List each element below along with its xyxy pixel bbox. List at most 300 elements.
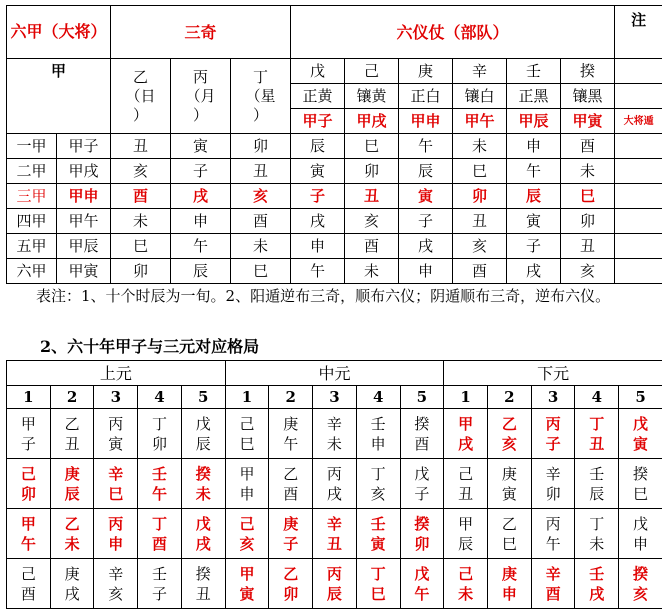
branch-cell: 未 — [561, 159, 615, 184]
jiazi-cell — [269, 459, 313, 509]
branch-cell: 子 — [171, 159, 231, 184]
jiazi-cell — [225, 459, 269, 509]
jiazi-cell — [94, 409, 138, 459]
row-jia: 甲午 — [57, 209, 111, 234]
branch: 巳 — [108, 484, 124, 503]
stem: 乙 — [501, 414, 517, 433]
row-jia: 甲申 — [57, 184, 111, 209]
branch-cell: 丑 — [231, 159, 291, 184]
branch: 亥 — [239, 534, 255, 553]
jiazi-cell — [181, 509, 225, 559]
branch: 丑 — [195, 584, 211, 603]
stem: 甲 — [458, 514, 474, 533]
stem: 甲 — [458, 414, 474, 433]
stem: 己 — [458, 464, 474, 483]
liuyi-banner: 镶黑 — [561, 84, 615, 109]
stem: 壬 — [370, 414, 386, 433]
branch-cell: 寅 — [291, 159, 345, 184]
jiazi-cell — [313, 509, 357, 559]
note-cell-blank — [615, 184, 662, 209]
header-note: 注 — [615, 6, 662, 59]
stem: 丙 — [545, 414, 561, 433]
jiazi-cell — [50, 509, 94, 559]
jiazi-cell — [94, 509, 138, 559]
stem: 庚 — [64, 464, 80, 483]
liuyi-jia: 甲辰 — [507, 109, 561, 134]
branch-cell: 申 — [291, 234, 345, 259]
branch: 未 — [589, 534, 605, 553]
branch: 卯 — [414, 534, 430, 553]
branch-cell: 辰 — [399, 159, 453, 184]
jiazi-cell — [269, 409, 313, 459]
column-number: 2 — [488, 386, 532, 409]
note-cell-blank — [615, 259, 662, 284]
branch: 丑 — [326, 534, 342, 553]
row-label: 六甲 — [7, 259, 57, 284]
stem: 丁 — [370, 464, 386, 483]
table-note: 表注：1、十个时辰为一旬。2、阳遁逆布三奇，顺布六仪；阴遁顺布三奇，逆布六仪。 — [36, 287, 611, 305]
jiazi-cell — [488, 559, 532, 609]
branch-cell: 亥 — [111, 159, 171, 184]
header-liuyi: 六仪仗（部队） — [291, 6, 615, 59]
jiazi-cell — [619, 409, 662, 459]
branch-cell: 戌 — [507, 259, 561, 284]
column-number: 4 — [356, 386, 400, 409]
stem: 揆 — [195, 464, 211, 483]
stem: 揆 — [633, 464, 649, 483]
sanqi-paren-open: （日 — [125, 86, 156, 105]
column-number: 3 — [94, 386, 138, 409]
liuyi-stem: 戊 — [291, 59, 345, 84]
table1-body — [7, 134, 662, 284]
branch: 丑 — [458, 484, 474, 503]
liuyi-banner: 镶黄 — [345, 84, 399, 109]
branch: 子 — [283, 534, 299, 553]
stem: 戊 — [414, 564, 430, 583]
branch: 午 — [545, 534, 561, 553]
branch: 戌 — [326, 484, 342, 503]
jiazi-cell — [313, 409, 357, 459]
jiazi-cell — [488, 509, 532, 559]
branch: 申 — [501, 584, 517, 603]
branch: 戌 — [64, 584, 80, 603]
jiazi-cell — [575, 459, 619, 509]
stem: 甲 — [20, 414, 36, 433]
table-row — [7, 184, 662, 209]
branch-cell: 未 — [345, 259, 399, 284]
branch: 卯 — [545, 484, 561, 503]
branch-cell: 亥 — [345, 209, 399, 234]
stem: 壬 — [152, 464, 168, 483]
note-cell-blank — [615, 134, 662, 159]
stem: 丙 — [326, 464, 342, 483]
branch-cell: 子 — [399, 209, 453, 234]
stem: 辛 — [108, 464, 124, 483]
jiazi-cell — [225, 509, 269, 559]
note-cell-blank — [615, 84, 662, 109]
jiazi-cell — [7, 559, 51, 609]
stem: 己 — [239, 414, 255, 433]
branch: 未 — [326, 434, 342, 453]
branch: 寅 — [239, 584, 255, 603]
side-note: 大将遁 — [615, 109, 662, 134]
branch-cell: 丑 — [111, 134, 171, 159]
stem: 甲 — [239, 464, 255, 483]
branch: 卯 — [20, 484, 36, 503]
column-number: 3 — [313, 386, 357, 409]
stem: 丙 — [108, 414, 124, 433]
jiazi-cell — [269, 509, 313, 559]
branch-cell: 亥 — [561, 259, 615, 284]
table-row — [7, 509, 662, 559]
branch: 丑 — [64, 434, 80, 453]
sanqi-paren-close: ） — [133, 105, 149, 124]
stem: 壬 — [370, 514, 386, 533]
column-number: 5 — [181, 386, 225, 409]
branch: 子 — [414, 484, 430, 503]
column-number: 5 — [400, 386, 444, 409]
branch: 戌 — [195, 534, 211, 553]
column-number: 1 — [444, 386, 488, 409]
row-label: 五甲 — [7, 234, 57, 259]
branch: 酉 — [545, 584, 561, 603]
note-cell-blank — [615, 59, 662, 84]
branch-cell: 戌 — [399, 234, 453, 259]
stem: 戊 — [633, 414, 649, 433]
stem: 辛 — [108, 564, 124, 583]
jiazi-cell — [313, 459, 357, 509]
branch: 未 — [195, 484, 211, 503]
branch: 辰 — [195, 434, 211, 453]
liuyi-jia: 甲子 — [291, 109, 345, 134]
liuyi-jia: 甲午 — [453, 109, 507, 134]
jia-label: 甲 — [7, 59, 111, 134]
branch: 未 — [64, 534, 80, 553]
stem: 揆 — [414, 414, 430, 433]
stem: 乙 — [64, 514, 80, 533]
stem: 辛 — [326, 414, 342, 433]
liuyi-jia: 甲申 — [399, 109, 453, 134]
branch: 子 — [20, 434, 36, 453]
sanqi-paren-open: （月 — [185, 86, 216, 105]
jiazi-cell — [181, 459, 225, 509]
jiazi-cell — [225, 559, 269, 609]
stem: 庚 — [283, 414, 299, 433]
branch: 亥 — [501, 434, 517, 453]
stem: 戊 — [195, 514, 211, 533]
liuyi-jia: 甲戌 — [345, 109, 399, 134]
jiazi-cell — [356, 409, 400, 459]
stem: 己 — [20, 464, 36, 483]
group-shangyuan: 上元 — [7, 361, 226, 386]
jiazi-cell — [356, 509, 400, 559]
jiazi-cell — [50, 409, 94, 459]
branch-cell: 卯 — [453, 184, 507, 209]
table-row — [7, 409, 662, 459]
stem: 揆 — [195, 564, 211, 583]
branch: 卯 — [152, 434, 168, 453]
branch-cell: 子 — [507, 234, 561, 259]
stem: 戊 — [633, 514, 649, 533]
row-jia: 甲子 — [57, 134, 111, 159]
branch-cell: 辰 — [507, 184, 561, 209]
stem: 庚 — [501, 464, 517, 483]
column-number: 3 — [531, 386, 575, 409]
sanqi-paren-open: （星 — [245, 86, 276, 105]
stem: 壬 — [589, 564, 605, 583]
branch: 午 — [414, 584, 430, 603]
branch-cell: 辰 — [171, 259, 231, 284]
branch-cell: 巳 — [453, 159, 507, 184]
stem: 乙 — [501, 514, 517, 533]
stem: 庚 — [501, 564, 517, 583]
branch-cell: 申 — [171, 209, 231, 234]
row-jia: 甲寅 — [57, 259, 111, 284]
branch-cell: 戌 — [291, 209, 345, 234]
branch-cell: 辰 — [291, 134, 345, 159]
branch-cell: 未 — [111, 209, 171, 234]
jiazi-cell — [225, 409, 269, 459]
branch-cell: 寅 — [507, 209, 561, 234]
branch: 巳 — [633, 484, 649, 503]
row-jia: 甲辰 — [57, 234, 111, 259]
jiazi-cell — [181, 559, 225, 609]
branch: 申 — [633, 534, 649, 553]
number-row — [7, 386, 662, 409]
branch-cell: 丑 — [453, 209, 507, 234]
branch-cell: 子 — [291, 184, 345, 209]
branch: 寅 — [501, 484, 517, 503]
jiazi-cell — [138, 559, 182, 609]
branch-cell: 未 — [231, 234, 291, 259]
branch: 未 — [458, 584, 474, 603]
branch-cell: 申 — [507, 134, 561, 159]
branch-cell: 巳 — [231, 259, 291, 284]
stem: 丙 — [108, 514, 124, 533]
header-liujia: 六甲（大将） — [7, 6, 111, 59]
stem: 辛 — [326, 514, 342, 533]
branch: 子 — [152, 584, 168, 603]
branch-cell: 亥 — [231, 184, 291, 209]
stem: 戊 — [195, 414, 211, 433]
header-sanqi: 三奇 — [111, 6, 291, 59]
jiazi-cell — [356, 559, 400, 609]
jiazi-cell — [488, 409, 532, 459]
table-row — [7, 234, 662, 259]
branch-cell: 丑 — [345, 184, 399, 209]
stem: 乙 — [283, 464, 299, 483]
jiazi-cell — [400, 509, 444, 559]
table-row — [7, 134, 662, 159]
sanqi-paren-close: ） — [253, 105, 269, 124]
sanqi-paren-close: ） — [193, 105, 209, 124]
liuyi-banner: 正黑 — [507, 84, 561, 109]
group-xiayuan: 下元 — [444, 361, 662, 386]
branch: 寅 — [370, 534, 386, 553]
stem: 壬 — [589, 464, 605, 483]
table-row — [7, 209, 662, 234]
jiazi-cell — [444, 459, 488, 509]
branch: 辰 — [589, 484, 605, 503]
jiazi-cell — [531, 559, 575, 609]
sanqi-col-header — [171, 59, 231, 134]
stem: 庚 — [64, 564, 80, 583]
branch: 子 — [545, 434, 561, 453]
liuyi-stem: 壬 — [507, 59, 561, 84]
jiazi-cell — [94, 559, 138, 609]
branch-cell: 午 — [171, 234, 231, 259]
branch: 巳 — [501, 534, 517, 553]
branch: 巳 — [370, 584, 386, 603]
branch: 卯 — [283, 584, 299, 603]
column-number: 4 — [575, 386, 619, 409]
branch: 辰 — [326, 584, 342, 603]
jiazi-cell — [619, 509, 662, 559]
stem: 辛 — [545, 464, 561, 483]
note-cell-blank — [615, 234, 662, 259]
branch-cell: 寅 — [399, 184, 453, 209]
branch-cell: 酉 — [561, 134, 615, 159]
column-number: 4 — [138, 386, 182, 409]
jiazi-cell — [444, 409, 488, 459]
stem: 壬 — [152, 564, 168, 583]
branch-cell: 申 — [399, 259, 453, 284]
branch: 辰 — [64, 484, 80, 503]
jiazi-cell — [400, 409, 444, 459]
jiazi-cell — [138, 509, 182, 559]
jiazi-cell — [94, 459, 138, 509]
branch-cell: 亥 — [453, 234, 507, 259]
branch: 亥 — [108, 584, 124, 603]
jiazi-cell — [400, 559, 444, 609]
branch: 午 — [20, 534, 36, 553]
branch-cell: 巳 — [111, 234, 171, 259]
row-jia: 甲戌 — [57, 159, 111, 184]
note-cell-blank — [615, 159, 662, 184]
jiazi-cell — [575, 409, 619, 459]
jiazi-cell — [531, 509, 575, 559]
branch-cell: 卯 — [561, 209, 615, 234]
liuyi-banner: 镶白 — [453, 84, 507, 109]
branch: 戌 — [458, 434, 474, 453]
group-zhongyuan: 中元 — [225, 361, 444, 386]
jiazi-cell — [50, 559, 94, 609]
jiazi-cell — [531, 409, 575, 459]
table-row — [7, 159, 662, 184]
branch-cell: 午 — [399, 134, 453, 159]
jiazi-cell — [444, 559, 488, 609]
row-label: 四甲 — [7, 209, 57, 234]
liuyi-stem: 己 — [345, 59, 399, 84]
liuyi-jia: 甲寅 — [561, 109, 615, 134]
sanqi-col-header — [111, 59, 171, 134]
column-number: 5 — [619, 386, 662, 409]
stem: 丙 — [326, 564, 342, 583]
jiazi-cell — [575, 509, 619, 559]
stem: 丁 — [370, 564, 386, 583]
branch: 酉 — [283, 484, 299, 503]
table2-body — [7, 409, 662, 609]
table-row — [7, 559, 662, 609]
stem: 乙 — [283, 564, 299, 583]
stem: 丁 — [589, 514, 605, 533]
branch: 丑 — [589, 434, 605, 453]
jiazi-cell — [619, 459, 662, 509]
stem: 揆 — [633, 564, 649, 583]
jiazi-cell — [50, 459, 94, 509]
branch-cell: 巳 — [561, 184, 615, 209]
jiazi-cell — [138, 459, 182, 509]
stem: 丁 — [152, 514, 168, 533]
stem: 戊 — [414, 464, 430, 483]
row-label: 一甲 — [7, 134, 57, 159]
branch: 申 — [108, 534, 124, 553]
column-number: 1 — [7, 386, 51, 409]
branch-cell: 酉 — [453, 259, 507, 284]
liuyi-banner: 正黄 — [291, 84, 345, 109]
note-cell-blank — [615, 209, 662, 234]
jiazi-cell — [531, 459, 575, 509]
liuyi-stem: 庚 — [399, 59, 453, 84]
stem: 乙 — [64, 414, 80, 433]
jiazi-cell — [7, 409, 51, 459]
liuyi-banner: 正白 — [399, 84, 453, 109]
stem: 丁 — [589, 414, 605, 433]
jiazi-cell — [269, 559, 313, 609]
stem: 甲 — [239, 564, 255, 583]
branch-cell: 午 — [507, 159, 561, 184]
branch-cell: 酉 — [345, 234, 399, 259]
row-label: 三甲 — [7, 184, 57, 209]
jiazi-cell — [313, 559, 357, 609]
branch-cell: 未 — [453, 134, 507, 159]
branch: 巳 — [239, 434, 255, 453]
stem: 甲 — [20, 514, 36, 533]
branch: 申 — [239, 484, 255, 503]
jiazi-cell — [7, 509, 51, 559]
sixty-jiazi-sanyuan-table — [6, 360, 662, 609]
jiazi-cell — [575, 559, 619, 609]
branch: 午 — [283, 434, 299, 453]
branch: 亥 — [633, 584, 649, 603]
stem: 庚 — [283, 514, 299, 533]
branch: 戌 — [589, 584, 605, 603]
table-row — [7, 459, 662, 509]
branch-cell: 午 — [291, 259, 345, 284]
stem: 丙 — [545, 514, 561, 533]
branch: 辰 — [458, 534, 474, 553]
stem: 丁 — [152, 414, 168, 433]
branch: 亥 — [370, 484, 386, 503]
branch: 寅 — [108, 434, 124, 453]
branch-cell: 戌 — [171, 184, 231, 209]
sanqi-stem: 乙 — [133, 67, 149, 86]
stem: 己 — [458, 564, 474, 583]
jiazi-cell — [181, 409, 225, 459]
sanqi-col-header — [231, 59, 291, 134]
row-label: 二甲 — [7, 159, 57, 184]
branch: 酉 — [20, 584, 36, 603]
jiazi-cell — [619, 559, 662, 609]
jiazi-cell — [356, 459, 400, 509]
column-number: 2 — [269, 386, 313, 409]
stem: 揆 — [414, 514, 430, 533]
branch-cell: 酉 — [231, 209, 291, 234]
jiazi-cell — [444, 509, 488, 559]
branch: 寅 — [633, 434, 649, 453]
branch-cell: 巳 — [345, 134, 399, 159]
liuyi-stem: 揆 — [561, 59, 615, 84]
